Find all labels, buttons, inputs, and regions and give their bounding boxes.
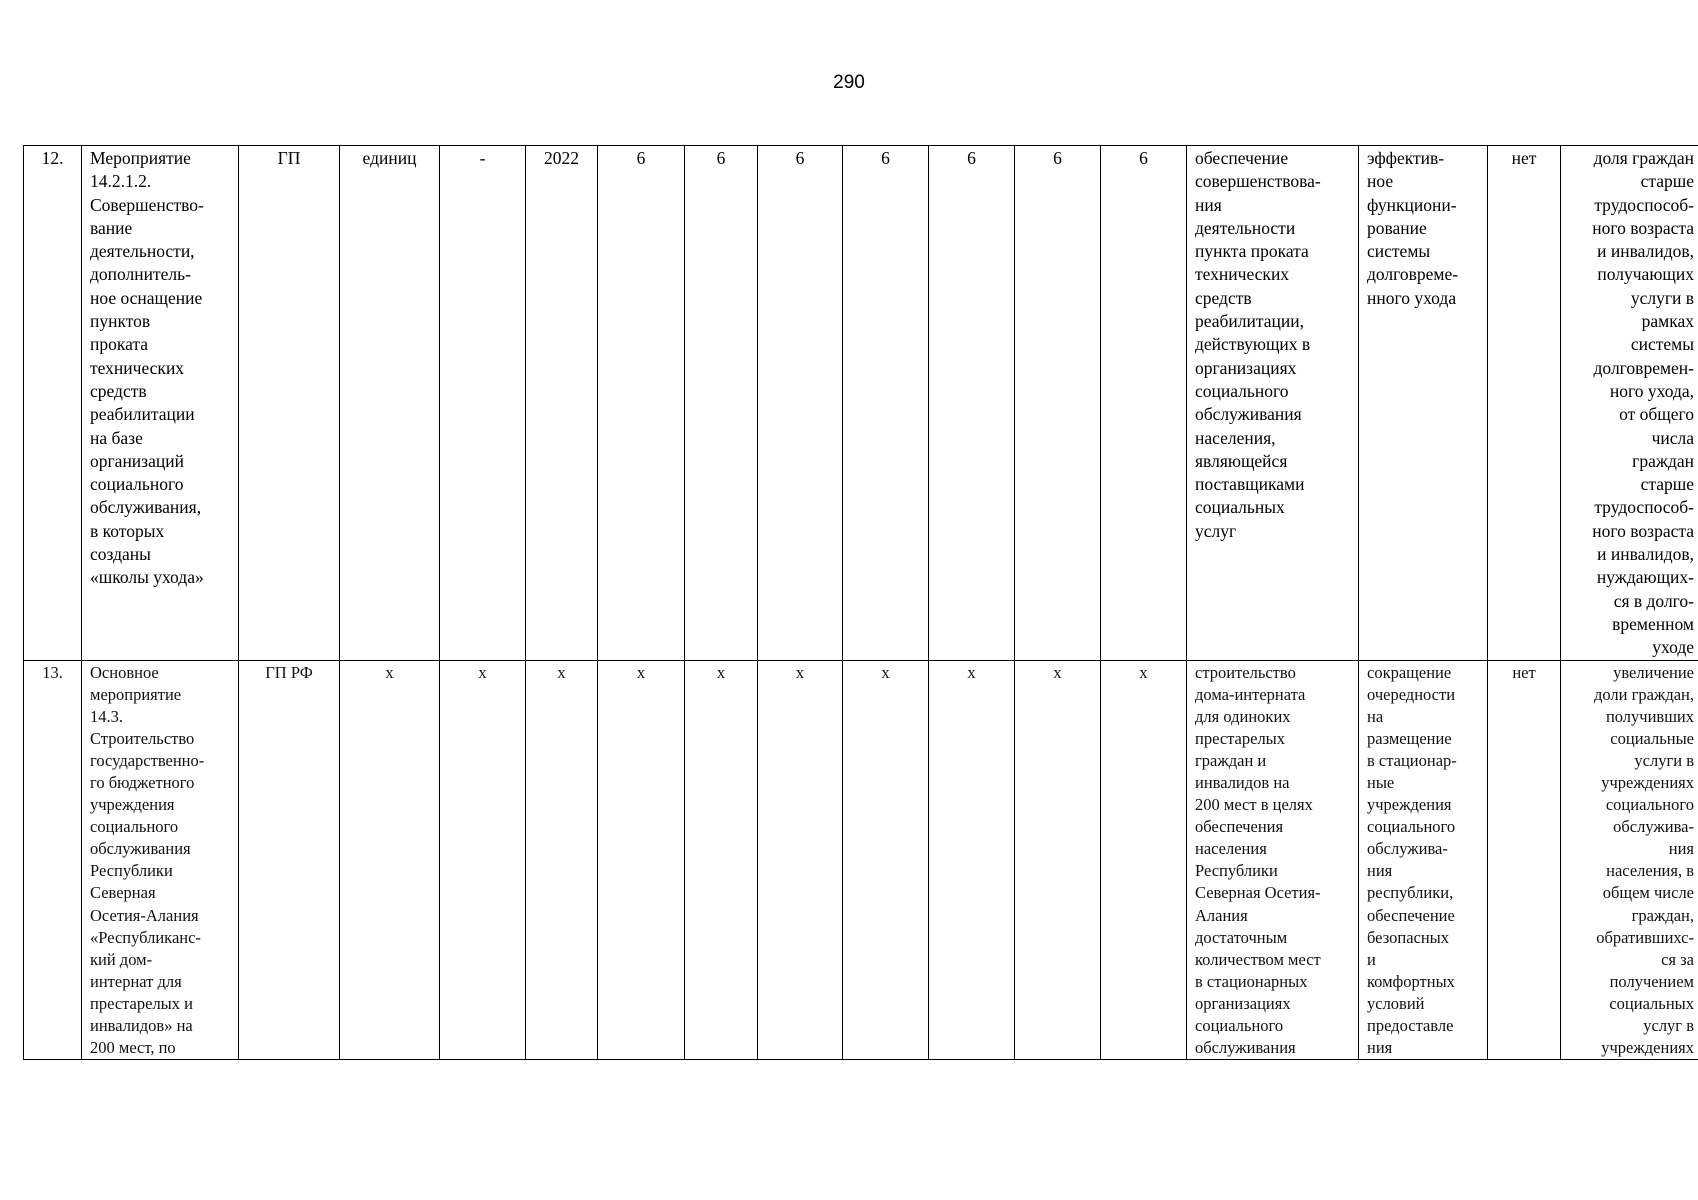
row-number: 13. [24,660,82,1060]
row-number: 12. [24,146,82,661]
value-cell: х [685,660,758,1060]
indicator-cell: доля граждан старше трудоспособ- ного возраста и инвалидов, получающих услуги в рамках системы долговремен- ного ухода, от общего числа граждан старше трудоспособ- ного возраста и инвалидов, нуждающих- ся в долго- временном уходе [1561,146,1698,661]
unit-cell: единиц [340,146,440,661]
page-number: 290 [833,72,865,93]
table-row [24,146,1698,661]
measures-table [23,145,1698,1060]
value-cell: х [843,660,929,1060]
value-cell: 6 [1015,146,1101,661]
base-value-cell: х [440,660,526,1060]
value-cell: х [1101,660,1187,1060]
indicator-cell: увеличение доли граждан, получивших социальные услуги в учреждениях социального обслужива- ния населения, в общем числе граждан, обратившихс- ся за получением социальных услуг в учреждениях [1561,660,1698,1060]
base-value-cell: - [440,146,526,661]
flag-cell: нет [1488,146,1561,661]
program-cell: ГП РФ [239,660,340,1060]
value-cell: х [758,660,843,1060]
measure-name: Мероприятие 14.2.1.2. Совершенство- вание деятельности, дополнитель- ное оснащение пунктов проката технических средств реабилитации на базе организаций социального обслуживания, в которых созданы «школы ухода» [82,146,239,661]
unit-cell: х [340,660,440,1060]
program-cell: ГП [239,146,340,661]
value-cell: х [929,660,1015,1060]
measure-name: Основное мероприятие 14.3. Строительство государственно- го бюджетного учреждения социального обслуживания Республики Северная Осетия-Алания «Республиканс- кий дом- интернат для престарелых и инвалидов» на 200 мест, по [82,660,239,1060]
effect-cell: эффектив- ное функциони- рование системы долговреме- нного ухода [1359,146,1488,661]
value-cell: 6 [843,146,929,661]
effect-cell: сокращение очередности на размещение в стационар- ные учреждения социального обслужива- ния республики, обеспечение безопасных и комфортных условий предоставле ния [1359,660,1488,1060]
value-cell: 6 [685,146,758,661]
value-cell: 6 [598,146,685,661]
flag-cell: нет [1488,660,1561,1060]
value-cell: 6 [758,146,843,661]
year-cell: 2022 [526,146,598,661]
value-cell: х [598,660,685,1060]
value-cell: 6 [929,146,1015,661]
year-cell: х [526,660,598,1060]
value-cell: х [1015,660,1101,1060]
table-row [24,660,1698,1060]
expected-result-cell: обеспечение совершенствова- ния деятельности пункта проката технических средств реабилитации, действующих в организациях социального обслуживания населения, являющейся поставщиками социальных услуг [1187,146,1359,661]
value-cell: 6 [1101,146,1187,661]
expected-result-cell: строительство дома-интерната для одиноких престарелых граждан и инвалидов на 200 мест в целях обеспечения населения Республики Северная Осетия- Алания достаточным количеством мест в стационарных организациях социального обслуживания [1187,660,1359,1060]
